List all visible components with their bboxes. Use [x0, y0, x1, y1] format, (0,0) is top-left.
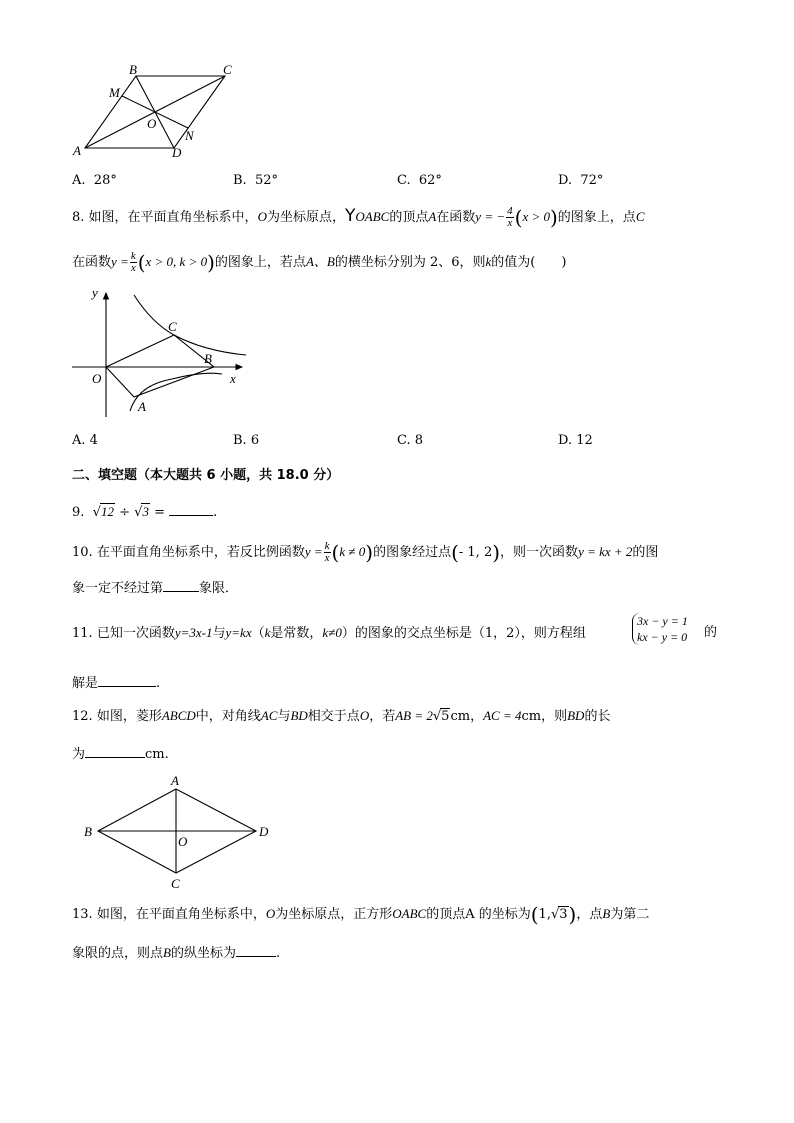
- q8-option-d[interactable]: D. 12: [558, 433, 593, 448]
- q7-label-b: B: [129, 62, 137, 77]
- q8-label-a: A: [138, 399, 146, 414]
- q11-equation-system: 3x − y = 1 kx − y = 0: [632, 613, 688, 645]
- q12-line-2: 为 cm.: [72, 747, 169, 762]
- q8-label-o: O: [92, 371, 102, 386]
- q8-option-b[interactable]: B. 6: [233, 433, 260, 448]
- q13-line-1: 13. 如图，在平面直角坐标系中，O为坐标原点，正方形OABC的顶点A 的坐标为(1,√3)，点B为第二: [72, 902, 650, 927]
- q9-line: 9. √12 ÷ √3 = .: [72, 504, 218, 520]
- q12-label-d: D: [259, 824, 269, 839]
- q10-fraction: $\frac{k}{x}$: [324, 540, 330, 564]
- q10-line-1: 10. 在平面直角坐标系中，若反比例函数y = $\frac{k}{x}$ (k ≠ 0)的图象经过点(- 1, 2)，则一次函数y = kx + 2的图: [72, 540, 659, 565]
- q8-label-b: B: [204, 351, 212, 366]
- q8-line-1: 8. 如图，在平面直角坐标系中，O为坐标原点，YOABC的顶点A在函数y = − $\frac{4}{x}$ (x > 0)的图象上，点C: [72, 205, 645, 230]
- q8-label-y: y: [92, 285, 98, 300]
- q12-label-b: B: [84, 824, 92, 839]
- q12-label-c: C: [171, 876, 180, 891]
- q8-line-2: 在函数y = $\frac{k}{x}$ (x > 0, k > 0)的图象上，若点A、B的横坐标分别为 2、6，则k的值为( ): [72, 250, 567, 275]
- q9-answer-blank[interactable]: [169, 503, 213, 516]
- q7-label-d: D: [172, 145, 182, 160]
- q7-option-d[interactable]: D. 72°: [558, 173, 604, 188]
- q8-label-x: x: [230, 371, 236, 386]
- q8-coordinate-figure: [64, 283, 254, 423]
- q12-line-1: 12. 如图，菱形ABCD中，对角线AC与BD相交于点O，若AB = 2√5cm，AC = 4cm，则BD的长: [72, 708, 611, 724]
- q7-label-o: O: [147, 116, 157, 131]
- q11-tail: 的: [704, 625, 718, 640]
- q8-fraction-1: $\frac{4}{x}$: [507, 205, 513, 229]
- q7-label-n: N: [185, 128, 194, 143]
- q13-answer-blank[interactable]: [236, 944, 276, 957]
- q10-answer-blank[interactable]: [163, 579, 199, 592]
- q7-label-m: M: [109, 85, 120, 100]
- q8-option-a[interactable]: A. 4: [72, 433, 98, 448]
- q8-option-c[interactable]: C. 8: [397, 433, 424, 448]
- q7-label-a: A: [73, 143, 81, 158]
- section-title-fill-blank: 二、填空题（本大题共 6 小题，共 18.0 分）: [72, 468, 340, 483]
- q8-fraction-2: $\frac{k}{x}$: [130, 250, 136, 274]
- q7-label-c: C: [223, 62, 232, 77]
- q7-option-a[interactable]: A. 28°: [72, 173, 117, 188]
- q12-rhombus-figure: [78, 770, 278, 892]
- q7-parallelogram-figure: [65, 62, 255, 162]
- q7-option-b[interactable]: B. 52°: [233, 173, 278, 188]
- q8-parallelogram-oabc: [106, 335, 214, 397]
- q7-option-c[interactable]: C. 62°: [397, 173, 442, 188]
- q11-line-2: 解是 .: [72, 676, 161, 691]
- q10-line-2: 象一定不经过第 象限．: [72, 581, 239, 596]
- q11-line-1: 11. 已知一次函数y=3x-1与y=kx（k是常数，k≠0）的图象的交点坐标是（1，2），则方程组: [72, 625, 586, 641]
- q12-label-a: A: [171, 773, 179, 788]
- q8-label-c: C: [168, 319, 177, 334]
- q12-answer-blank[interactable]: [85, 745, 145, 758]
- q11-answer-blank[interactable]: [98, 674, 156, 687]
- q13-line-2: 象限的点，则点B的纵坐标为 .: [72, 945, 281, 961]
- q12-label-o: O: [178, 834, 188, 849]
